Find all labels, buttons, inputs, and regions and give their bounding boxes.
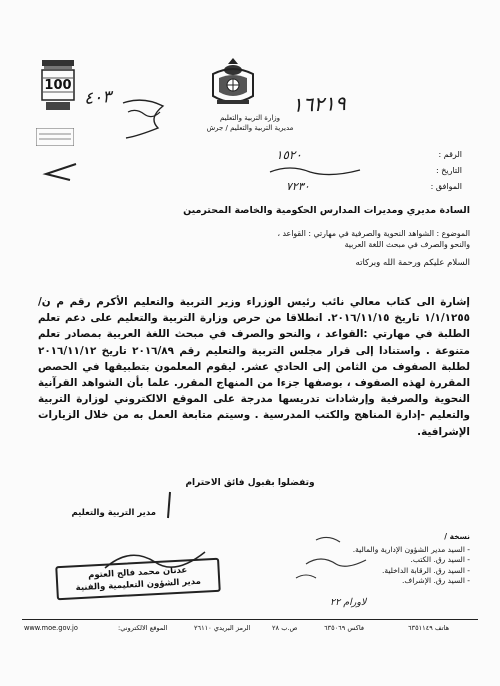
handwritten-number-left: ٤٠٣ (83, 87, 113, 109)
footer-fax: فاكس ٦٣٥٠٦٩ (324, 624, 365, 632)
stamp-line-2: مدير الشؤون التعليمية والفنية (75, 576, 202, 594)
cc-heading: نسخة / (444, 532, 470, 541)
centennial-logo (38, 58, 78, 114)
footer (24, 624, 476, 636)
corresponding-value: ٧٢٣٠ (286, 180, 310, 193)
stamp-line-1: عدنان محمد فالح العتوم (87, 565, 188, 581)
ministry-line-2: مديرية التربية والتعليم / جرش (206, 124, 294, 132)
cc-scribbles (286, 534, 376, 594)
closing-line: وتفضلوا بقبول فائق الاحترام (185, 478, 315, 488)
corresponding-label: الموافق (435, 182, 462, 191)
ref-label: الرقم (443, 150, 462, 159)
signature-title: مدير التربية والتعليم (71, 508, 156, 518)
stamp-signature (100, 546, 210, 578)
handwritten-number-right: ١٦٢١٩ (291, 91, 347, 117)
addressee: السادة مديري ومديرات المدارس الحكومية والخاصة المحترمين (183, 205, 470, 216)
date-value-scribble (268, 164, 364, 176)
handwritten-scribble (118, 98, 168, 142)
footer-postal: الرمز البريدي ٢٦١١٠ (194, 624, 251, 632)
cc-line-4: - السيد رق. الإشراف. (402, 576, 470, 585)
handwritten-check-mark (40, 160, 80, 184)
greeting: السلام عليكم ورحمة الله وبركاته (355, 258, 470, 268)
subject: الموضوع : الشواهد النحوية والصرفية في مهارتي : القواعد ، والنحو والصرف في مبحث اللغة العربية (277, 229, 470, 249)
footer-website-label: الموقع الالكتروني: (118, 624, 168, 632)
date-label: التاريخ (441, 166, 462, 175)
ref-value: ١٥٢٠ (276, 148, 302, 162)
cc-initials: لاورام ٢٢ (330, 597, 367, 608)
footer-website[interactable]: www.moe.gov.jo (24, 624, 78, 632)
signature-stroke (160, 490, 180, 520)
reference-block: الرقم : التاريخ : الموافق : (430, 150, 462, 191)
footer-divider (22, 619, 478, 620)
cc-line-2: - السيد رق. الكتب. (410, 555, 470, 564)
centennial-number: 100 (44, 78, 72, 93)
ministry-line-1: وزارة التربية والتعليم (219, 114, 281, 122)
footer-pobox: ص.ب ٢٨ (272, 624, 298, 632)
cc-line-1: - السيد مدير الشؤون الإدارية والمالية. (352, 544, 470, 554)
side-logo-icon (36, 128, 74, 146)
coat-of-arms-icon (207, 56, 259, 108)
footer-phone: هاتف ٦٣٥١١٤٩ (408, 624, 450, 632)
letter-body: إشارة الى كتاب معالي نائب رئيس الوزراء وزير التربية والتعليم الأكرم رقم م ن/١/١/١٢٥٥ تاريخ ٢٠١٦/١١/١٥. انطلاقا من حرص وزارة التربية والتعليم على دعم تعلم الطلبة في مهارتي :القواعد ، والنحو والصرف في مبحث اللغة العربية بمصادر تعلم متنوعة . واستنادا إلى قرار مجلس التربية والتعليم رقم ٢٠١٦/٨٩ تاريخ ٢٠١٦/١١/١٢ لطلبة الصفوف من الثامن إلى الحادي عشر. ليقوم المعلمون بتطبيقها في الحصص المقررة لهذه الصفوف ، بوصفها جزءا من المنهاج المقرر. علما بأن الشواهد القرآنية النحوية والصرفية وإرشادات تدريسها مدرجة على الموقع الالكتروني لوزارة التربية والتعليم -إدارة المناهج والكتب المدرسية . وسيتم متابعة العمل به من خلال الزيارات الإشرافية. (38, 296, 471, 438)
cc-line-3: - السيد رق. الرقابة الداخلية. (382, 565, 470, 575)
